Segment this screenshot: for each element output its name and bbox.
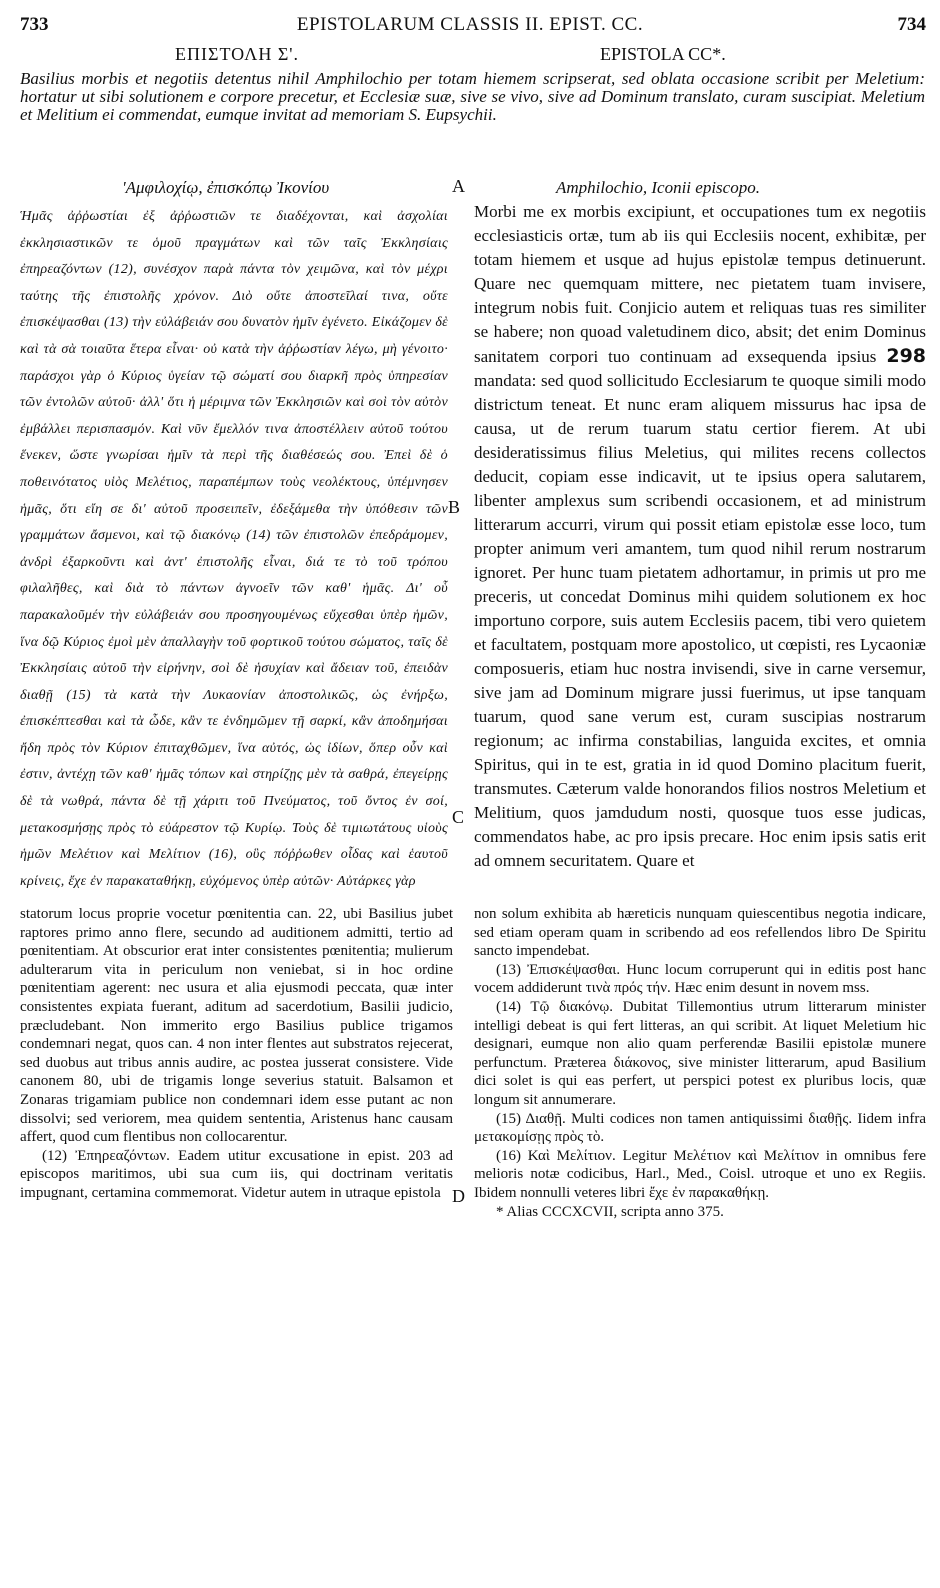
latin-text-part-3: quod sane verum est, curam suscipias nostrarum regionum; ac infirma constabilias, languida excites, et omnia Spiritus, qui in te est, gratia in id quod Domino placitum fuerit, transmutes. Cæterum valde honorandos filios nostros Meletium et Melitium, quos jamdudum nosti, quosque tuos esse judicas, commendatos habe, ac pro ipsis precare. Hoc enim ipsis satis erit ad omnem securitatem. Quare et <box>474 707 926 870</box>
margin-marker-b: B <box>448 497 461 517</box>
page-number-right: 734 <box>897 14 926 35</box>
epistle-summary: Basilius morbis et negotiis detentus nihil Amphilochio per totam hiemem scripserat, sed oblata occasione scribit per Meletium: hortatur ut sibi solutionem e corpore precetur, et Ecclesiæ suæ, sive se vivo, sive ad Dominum translato, curam suscipiat. Meletium et Melitium ei commendat, eumque invitat ad memoriam S. Eupsychii. <box>20 69 925 124</box>
latin-address: Amphilochio, Iconii episcopo. <box>556 178 760 197</box>
greek-text-column <box>20 204 448 895</box>
footnote-13: (13) Ἐπισκέψασθαι. Hunc locum corruperunt qui in editis post hanc vocem addiderunt τινὰ πρός τήν. Hæc enim desunt in novem mss. <box>474 961 926 997</box>
greek-text-part-1: Ἡμᾶς ἀῤῥωστίαι ἐξ ἀῤῥωστιῶν τε διαδέχονται, καὶ ἀσχολίαι ἐκκλησιαστικῶν τε ὁμοῦ πραγμάτων καὶ τῶν ταῖς Ἐκκλησίαις ἐπηρεαζόντων (12), συνέσχον παρὰ πάντα τὸν χειμῶνα, καὶ τὸν μέχρι ταύτης τῆς ἐπιστολῆς χρόνον. Διὸ οὔτε ἀποστεῖλαί τινα, οὔτε ἐπισκέψασθαι (13) τὴν εὐλάβειάν σου δυνατὸν ἡμῖν ἐγένετο. Εἰκάζομεν δὲ καὶ τὰ σὰ τοιαῦτα ἕτερα εἶναι· οὐ κατὰ τὴν ἀῤῥωστίαν λέγω, μὴ γένοιτο· παράσχοι γὰρ ὁ Κύριος ὑγείαν τῷ σώματί σου διαρκῆ πρὸς ὑπηρεσίαν τῶν ἐντολῶν αὐτοῦ· ἀλλ' ὅτι ἡ μέριμνα τῶν Ἐκκλησιῶν καὶ σοὶ τὸν αὐτὸν ἐμβάλλει περισπασμόν. Καὶ νῦν ἔμελλόν τινα ἀποστέλλειν αὐτοῦ τούτου ἕνεκεν, ὥστε γνωρίσαι ἡμῖν τὰ περὶ τῆς διαθέσεώς σου. <box>20 209 448 464</box>
running-title: EPISTOLARUM CLASSIS II. EPIST. CC. <box>296 14 644 35</box>
footnote-16: (16) Καὶ Μελίτιον. Legitur Μελέτιον καὶ Μελίτιον in omnibus fere melioris notæ codicibus, Harl., Med., Coisl. utroque et uno ex Regiis. Ibidem nonnulli veteres libri ἔχε ἐν παρακαθήκῃ. <box>474 1147 926 1201</box>
greek-text-part-3: ἐστιν, ἀντέχῃ τῶν καθ' ἡμᾶς τόπων καὶ στηρίζῃς μὲν τὰ σαθρά, ἐπεγείρῃς δὲ τὰ νωθρά, πάντα δὲ τῇ χάριτι τοῦ Πνεύματος, τοῦ ὄντος ἐν σοί, μετακοσμήσῃς πρὸς τὸ εὐάρεστον τῷ Κυρίῳ. Τοὺς δὲ τιμιωτάτους υἱοὺς ἡμῶν Μελέτιον καὶ Μελίτιον (16), οὓς πόῤῥωθεν οἶδας καὶ ἑαυτοῦ κρίνεις, ἔχε ἐν παρακαταθήκῃ, εὐχόμενος ὑπὲρ αὐτῶν· Αὐτάρκες γὰρ <box>20 767 448 889</box>
page-marker-number: 298 <box>886 345 927 367</box>
latin-epistle-heading: EPISTOLA CC*. <box>600 44 726 64</box>
greek-text-part-2: Ἐπεὶ δὲ ὁ ποθεινότατος υἱὸς Μελέτιος, παραπέμπων τοὺς νεολέκτους, ὑπέμνησεν ἡμᾶς, ὅτι εἴη σε δι' αὐτοῦ προσειπεῖν, ἐδεξάμεθα τὴν ὑπόθεσιν τῶν γραμμάτων ἄσμενοι, καὶ τῷ διακόνῳ (14) τῶν ἐπιστολῶν ἐπεδράμομεν, ἀνδρὶ ἐξαρκοῦντι καὶ ἀντ' ἐπιστολῆς εἶναι, διά τε τὸ τοῦ τρόπου φιλαλῆθες, καὶ διὰ τὸ πάντων ἀγνοεῖν τῶν καθ' ἡμᾶς. Δι' οὗ παρακαλοῦμέν τὴν εὐλάβειάν σου προσηγουμένως εὔχεσθαι ὑπὲρ ἡμῶν, ἵνα δῷ Κύριος ἐμοὶ μὲν ἀπαλλαγὴν τοῦ φορτικοῦ τούτου σώματος, ταῖς δὲ Ἐκκλησίαις αὐτοῦ τὴν εἰρήνην, σοὶ δὲ ἡσυχίαν καὶ ἄδειαν τοῦ, ἐπειδὰν διαθῇ (15) τὰ κατὰ τὴν Λυκαονίαν ἀποστολικῶς, ὡς ἐνήρξω, ἐπισκέπτεσθαι καὶ τὰ ὧδε, κἂν τε ἐνδημῶμεν τῇ σαρκί, κἂν ἀποδημήσαι ἤδη πρὸς τὸν Κύριον ἐπιταχθῶμεν, ἵνα αὐτός, ὡς ἰδίων, ὅπερ οὖν καὶ <box>20 448 448 756</box>
latin-text-column <box>474 200 926 873</box>
greek-epistle-heading: ΕΠΙΣΤΟΛΗ Σ'. <box>175 44 300 64</box>
margin-marker-a: A <box>452 176 465 196</box>
greek-address: 'Αμφιλοχίῳ, ἐπισκόπῳ Ἰκονίου <box>122 178 330 197</box>
page-number-left: 733 <box>20 14 49 35</box>
footnote-alias: * Alias CCCXCVII, scripta anno 375. <box>496 1203 724 1220</box>
footnote-continuation: statorum locus proprie vocetur pœnitentia can. 22, ubi Basilius jubet raptores primo anno flere, secundo ad auditionem admitti, tertio ad pœnitentiam. At obscurior erat inter consistentes pœnitentia; mulierum adulterarum vita in periculum non veniebat, si in hoc ordine pœnitentiam agerent: nec usura et alia ejusmodi peccata, quæ inter consistentes expiata fuerant, aditum ad sacerdotium, Basilii judicio, præcludebant. Non immerito ergo Basilius publice trigamos condemnari negat, quos can. 4 non inter flentes aut substratos rejecerat, sed duobus aut tribus annis audire, ac postea jusserat consistere. Vide canonem 80, ubi de trigamis longe severius statuit. Balsamon et Zonaras trigamiam publice non condemnari idem esse putant ac non dissolvi; sed veriorem, mea quidem sententia, Aristenus hanc causam affert, quod cum flentibus non collocarentur. <box>20 906 453 1146</box>
footnote-12: (12) Ἐπηρεαζόντων. Eadem utitur excusatione in epist. 203 ad episcopos maritimos, ubi sua cum iis, qui doctrinam veritatis impugnant, certamina commemorat. Videtur autem in utraque epistola <box>20 1147 453 1201</box>
footnotes-left <box>20 905 453 1203</box>
footnote-continuation-right: non solum exhibita ab hæreticis nunquam quiescentibus negotia indicare, sed etiam operam quam in scribendo ad eos refellendos libro De Spiritu sancto impendebat. <box>474 906 926 960</box>
latin-text-part-2: mandata: sed quod sollicitudo Ecclesiarum te quoque simili modo districtum teneat. Et nunc eram aliquem missurus hac ipsa de causa, ut de rerum tuarum statu certior fierem. At ubi desideratissimus filius Meletius, qui milites recens collectos deducit, copiam esse indicavit, ut te ipsius opera salutarem, libenter amplexus sum scribendi occasionem, et ad ministrum litterarum accurri, virum qui possit etiam epistolæ esse loco, tum propter animum veri amantem, tum quod nihil rerum nostrarum ignoret. Per hunc tuam pietatem adhortamur, in primis ut pro me preceris, ut concedat Dominus mihi quidem solutionem ex hoc importuno corpore, suis autem Ecclesiis pacem, tibi vero quietem et facultatem, postquam more apostolico, ut cœpisti, res Lycaoniæ composueris, etiam huc nostra invisendi, sive in carne versemur, sive jam ad Dominum migrare jussi fuerimus, ut ipse tanquam tuarum, <box>474 371 926 726</box>
margin-marker-d: D <box>452 1186 465 1206</box>
margin-marker-c: C <box>452 807 465 827</box>
footnotes-right <box>474 905 926 1221</box>
footnote-15: (15) Διαθῇ. Multi codices non tamen antiquissimi διαθῇς. Iidem infra μετακομίσῃς πρὸς τὸ. <box>474 1110 926 1146</box>
footnote-14: (14) Τῷ διακόνῳ. Dubitat Tillemontius utrum litterarum minister intelligi debeat is qui fert litteras, an qui scribit. At liquet Meletium hic designari, eumque non alio quam perferendæ Basilii epistolæ munere perfunctum. Præterea διάκονος, sive minister litterarum, apud Basilium dici solet is qui eas perfert, ut perspici potest ex pluribus locis, quæ longum sit annumerare. <box>474 998 926 1108</box>
latin-text-part-1: Morbi me ex morbis excipiunt, et occupationes tum ex negotiis ecclesiasticis ortæ, tum ab iis qui Ecclesiis nocent, exhibitæ, per totam hiemem et usque ad hujus epistolæ tempus detinuerunt. Quare nec quemquam mittere, nec pietatem tuam invisere, integrum nobis fuit. Conjicio autem et reliquas tuas res similiter se habere; non quoad valetudinem dico, absit; det enim Dominus sanitatem corpori tuo continuam ad exsequenda ipsius <box>474 202 926 366</box>
